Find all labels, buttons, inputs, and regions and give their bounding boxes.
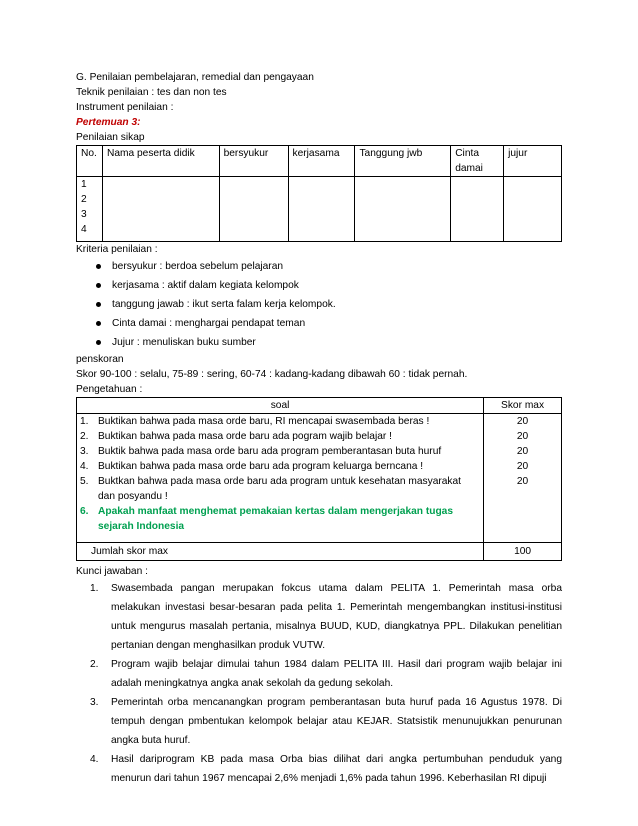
- soal-text: Buktik bahwa pada masa orde baru ada program pemberantasan buta huruf: [98, 446, 442, 457]
- row-numbers-cell: [77, 177, 103, 242]
- soal-number: 1.: [80, 416, 89, 427]
- soal-number: 5.: [80, 476, 89, 487]
- kunci-item: [76, 655, 562, 693]
- soal-list-cell: [77, 414, 484, 543]
- empty-cell: [288, 177, 355, 242]
- kunci-item: [76, 750, 562, 788]
- kunci-number: 3.: [90, 697, 99, 708]
- scores-cell: [484, 414, 562, 543]
- kunci-text: Swasembada pangan merupakan fokcus utama dalam PELITA 1. Pemerintah masa orba melakukan investasi besar-besaran pada pelita 1. Pemerintah mengembangkan institusi-institusi untuk mengurus masalah pertania, misalnya BUUD, KUD, diangkatnya PPL. Dilakukan penelitian pertanian dengan menghasilkan produk VUTW.: [111, 583, 562, 651]
- jumlah-row: [77, 543, 562, 561]
- kriteria-item: Cinta damai : menghargai pendapat teman: [112, 314, 562, 333]
- kunci-text: Pemerintah orba mencanangkan program pemberantasan buta huruf pada 16 Agustus 1978. Di tempuh dengan pmbentukan kelompok belajar atau KEJAR. Statsistik menunujukkan penurunan angka buta huruf.: [111, 697, 562, 746]
- soal-text: Buktikan bahwa pada masa orde baru ada program keluarga berncana !: [98, 461, 424, 472]
- soal-item: [80, 474, 480, 504]
- kunci-text: Program wajib belajar dimulai tahun 1984 dalam PELITA III. Hasil dari program wajib belajar ini adalah meningkatnya angka anak sekolah da gedung sekolah.: [111, 659, 562, 689]
- sikap-data-row: [77, 177, 562, 242]
- jumlah-value: 100: [484, 543, 562, 561]
- kriteria-item: tanggung jawab : ikut serta falam kerja kelompok.: [112, 295, 562, 314]
- soal-row: [77, 414, 562, 543]
- jumlah-label: Jumlah skor max: [77, 543, 484, 561]
- document-page: [76, 70, 562, 788]
- soal-text: Buktikan bahwa pada masa orde baru ada pogram wajib belajar !: [98, 431, 392, 442]
- kriteria-item: kerjasama : aktif dalam kegiata kelompok: [112, 276, 562, 295]
- kunci-item: [76, 693, 562, 750]
- empty-cell: [451, 177, 504, 242]
- sikap-header-cell: No.: [77, 146, 103, 177]
- sikap-header-cell: Cinta damai: [451, 146, 504, 177]
- sikap-header-cell: bersyukur: [219, 146, 288, 177]
- soal-text: Buktkan bahwa pada masa orde baru ada program untuk kesehatan masyarakat dan posyandu !: [98, 476, 462, 502]
- soal-number: 6.: [80, 506, 89, 517]
- soal-list: [80, 414, 480, 534]
- pengetahuan-table: [76, 397, 562, 561]
- kunci-number: 2.: [90, 659, 99, 670]
- kunci-item: [76, 579, 562, 655]
- skor-description: Skor 90-100 : selalu, 75-89 : sering, 60-74 : kadang-kadang dibawah 60 : tidak pernah.: [76, 369, 468, 380]
- soal-item: [80, 414, 480, 429]
- score-value: 20: [516, 476, 529, 487]
- kunci-number: 1.: [90, 583, 99, 594]
- score-value: 20: [516, 461, 529, 472]
- row-number: 2: [81, 194, 87, 205]
- section-title: G. Penilaian pembelajaran, remedial dan pengayaan: [76, 72, 314, 83]
- soal-item: [80, 444, 480, 459]
- kriteria-item: bersyukur : berdoa sebelum pelajaran: [112, 257, 562, 276]
- pertemuan-heading: Pertemuan 3:: [76, 117, 141, 128]
- empty-cell: [219, 177, 288, 242]
- row-number: 1: [81, 179, 87, 190]
- soal-item-highlighted: [80, 504, 480, 534]
- skor-max-header: Skor max: [484, 398, 562, 414]
- soal-text: Buktikan bahwa pada masa orde baru, RI mencapai swasembada beras !: [98, 416, 430, 427]
- sikap-header-cell: kerjasama: [288, 146, 355, 177]
- soal-number: 4.: [80, 461, 89, 472]
- teknik-penilaian: Teknik penilaian : tes dan non tes: [76, 87, 227, 98]
- sikap-header-row: [77, 146, 562, 177]
- soal-number: 2.: [80, 431, 89, 442]
- row-number: 4: [81, 224, 87, 235]
- penilaian-sikap-heading: Penilaian sikap: [76, 132, 145, 143]
- score-value: 20: [516, 446, 529, 457]
- pengetahuan-heading: Pengetahuan :: [76, 384, 143, 395]
- instrument-penilaian: Instrument penilaian :: [76, 102, 174, 113]
- soal-header: soal: [77, 398, 484, 414]
- soal-item: [80, 429, 480, 444]
- sikap-header-cell: Nama peserta didik: [102, 146, 219, 177]
- sikap-header-cell: jujur: [504, 146, 562, 177]
- kunci-number: 4.: [90, 754, 99, 765]
- penskoran-heading: penskoran: [76, 354, 124, 365]
- kunci-text: Hasil dariprogram KB pada masa Orba bias dilihat dari angka pertumbuhan penduduk yang menurun dari tahun 1967 mencapai 2,6% menjadi 1,6% pada tahun 1996. Keberhasilan RI dipuji: [111, 754, 562, 784]
- soal-number: 3.: [80, 446, 89, 457]
- pengetahuan-header-row: [77, 398, 562, 414]
- kriteria-list: [76, 257, 562, 352]
- soal-text: Apakah manfaat menghemat pemakaian kertas dalam mengerjakan tugas sejarah Indonesia: [98, 506, 454, 532]
- empty-cell: [355, 177, 451, 242]
- empty-cell: [504, 177, 562, 242]
- kunci-heading: Kunci jawaban :: [76, 566, 148, 577]
- score-value: 20: [516, 431, 529, 442]
- soal-item: [80, 459, 480, 474]
- kunci-list: [76, 579, 562, 788]
- kriteria-heading: Kriteria penilaian :: [76, 244, 158, 255]
- sikap-table: [76, 145, 562, 242]
- empty-cell: [102, 177, 219, 242]
- score-value: 20: [516, 416, 529, 427]
- row-number: 3: [81, 209, 87, 220]
- sikap-header-cell: Tanggung jwb: [355, 146, 451, 177]
- kriteria-item: Jujur : menuliskan buku sumber: [112, 333, 562, 352]
